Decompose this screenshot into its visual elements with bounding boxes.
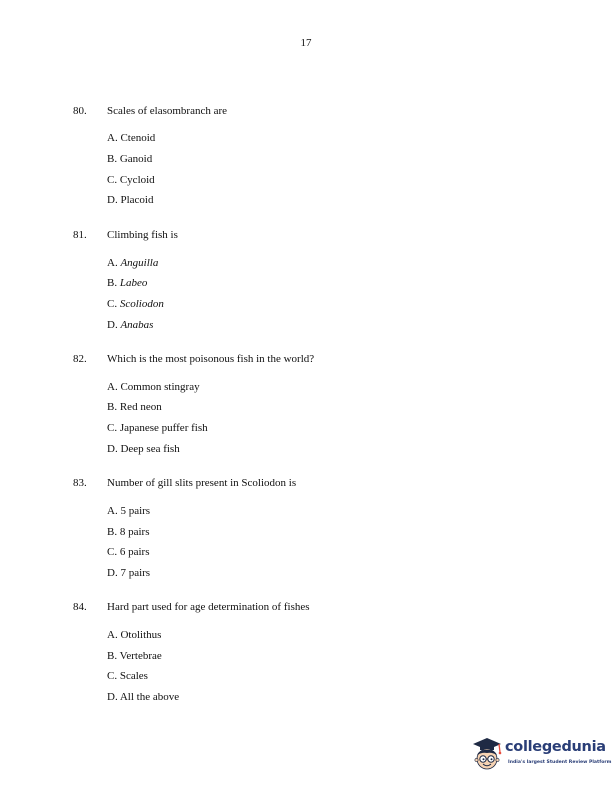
option-text: Scoliodon xyxy=(119,298,164,310)
option-letter: D. xyxy=(107,194,118,206)
option-a xyxy=(107,505,150,517)
option-d xyxy=(107,691,179,703)
option-letter: B. xyxy=(107,526,118,538)
question-number: 82. xyxy=(73,353,87,365)
option-letter: A. xyxy=(107,505,118,517)
option-letter: C. xyxy=(107,670,118,682)
option-text: Anguilla xyxy=(120,257,159,269)
option-letter: C. xyxy=(107,546,118,558)
option-text: Red neon xyxy=(119,401,162,413)
option-letter: B. xyxy=(107,277,118,289)
option-text: Japanese puffer fish xyxy=(119,422,208,434)
option-letter: D. xyxy=(107,691,118,703)
option-text: Anabas xyxy=(120,319,154,331)
option-letter: D. xyxy=(107,319,118,331)
option-text: Deep sea fish xyxy=(120,443,180,455)
option-text: Ganoid xyxy=(119,153,153,165)
option-b xyxy=(107,650,162,662)
option-letter: A. xyxy=(107,629,118,641)
option-text: Scales xyxy=(119,670,148,682)
option-c xyxy=(107,546,149,558)
question-number: 80. xyxy=(73,105,87,117)
option-c xyxy=(107,670,148,682)
question-text: Number of gill slits present in Scoliodon is xyxy=(107,477,297,489)
question-number: 83. xyxy=(73,477,87,489)
option-d xyxy=(107,319,153,331)
option-text: 8 pairs xyxy=(119,526,150,538)
option-a xyxy=(107,629,161,641)
option-letter: D. xyxy=(107,567,118,579)
option-c xyxy=(107,298,164,310)
option-a xyxy=(107,381,200,393)
option-a xyxy=(107,132,155,144)
student-mascot-icon xyxy=(470,734,504,774)
page-number: 17 xyxy=(300,37,312,49)
option-b xyxy=(107,401,162,413)
logo-wordmark: collegedunia xyxy=(505,739,606,755)
option-letter: B. xyxy=(107,401,118,413)
collegedunia-logo xyxy=(470,732,612,778)
option-letter: A. xyxy=(107,132,118,144)
question-number: 84. xyxy=(73,601,87,613)
option-text: Cycloid xyxy=(119,174,155,186)
option-text: Labeo xyxy=(119,277,148,289)
logo-tagline: India's largest Student Review Platform xyxy=(508,760,612,765)
question-text: Hard part used for age determination of fishes xyxy=(107,601,310,613)
option-text: Placoid xyxy=(120,194,154,206)
option-text: 5 pairs xyxy=(120,505,151,517)
question-text: Which is the most poisonous fish in the world? xyxy=(107,353,315,365)
option-letter: C. xyxy=(107,174,118,186)
option-letter: A. xyxy=(107,257,118,269)
option-letter: B. xyxy=(107,650,118,662)
question-number: 81. xyxy=(73,229,87,241)
option-text: Ctenoid xyxy=(120,132,156,144)
option-text: 6 pairs xyxy=(119,546,150,558)
option-d xyxy=(107,567,150,579)
option-text: 7 pairs xyxy=(120,567,151,579)
option-c xyxy=(107,422,208,434)
option-d xyxy=(107,194,153,206)
option-c xyxy=(107,174,155,186)
option-letter: C. xyxy=(107,422,118,434)
option-letter: B. xyxy=(107,153,118,165)
option-letter: A. xyxy=(107,381,118,393)
option-text: Vertebrae xyxy=(119,650,162,662)
question-text: Scales of elasombranch are xyxy=(107,105,228,117)
option-b xyxy=(107,526,149,538)
question-text: Climbing fish is xyxy=(107,229,178,241)
option-text: Common stingray xyxy=(120,381,200,393)
option-b xyxy=(107,277,147,289)
option-b xyxy=(107,153,152,165)
option-letter: D. xyxy=(107,443,118,455)
option-text: All the above xyxy=(119,691,180,703)
option-letter: C. xyxy=(107,298,118,310)
option-a xyxy=(107,257,158,269)
option-d xyxy=(107,443,180,455)
option-text: Otolithus xyxy=(120,629,162,641)
